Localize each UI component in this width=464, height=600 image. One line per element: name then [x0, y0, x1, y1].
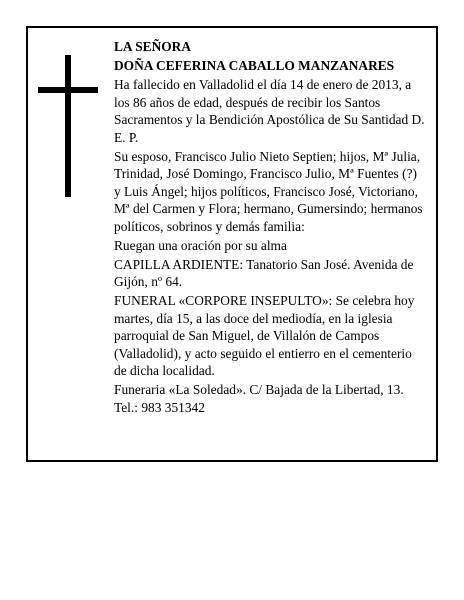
prayer-request: Ruegan una oración por su alma	[114, 237, 287, 253]
notice-title-line-1: LA SEÑORA	[114, 39, 192, 54]
cross-icon	[38, 55, 98, 197]
family-list: Su esposo, Francisco Julio Nieto Septien; hijos, Mª Julia, Trinidad, José Domingo, Francisco Julio, Mª Fuentes (?) y Luis Ángel; hijos políticos, Francisco José, Victoriano, Mª del Carmen y Flora; hermano, Gumersindo; hermanos políticos, sobrinos y demás familia:	[114, 148, 423, 234]
notice-title-line-2: DOÑA CEFERINA CABALLO MANZANARES	[114, 58, 395, 73]
death-announcement: Ha fallecido en Valladolid el día 14 de enero de 2013, a los 86 años de edad, después de recibir los Santos Sacramentos y la Bendición Apostólica de Su Santidad D. E. P.	[114, 77, 425, 145]
cross-vertical-bar	[65, 55, 71, 197]
funeral-home-contact: Funeraria «La Soledad». C/ Bajada de la Libertad, 13. Tel.: 983 351342	[114, 382, 404, 415]
wake-location: CAPILLA ARDIENTE: Tanatorio San José. Avenida de Gijón, nº 64.	[114, 256, 414, 289]
cross-horizontal-bar	[38, 87, 98, 93]
obituary-text	[114, 38, 426, 418]
funeral-details: FUNERAL «CORPORE INSEPULTO»: Se celebra hoy martes, día 15, a las doce del mediodía, en la iglesia parroquial de San Miguel, de Villalón de Campos (Valladolid), y acto seguido el entierro en el cementerio de dicha localidad.	[114, 293, 415, 378]
